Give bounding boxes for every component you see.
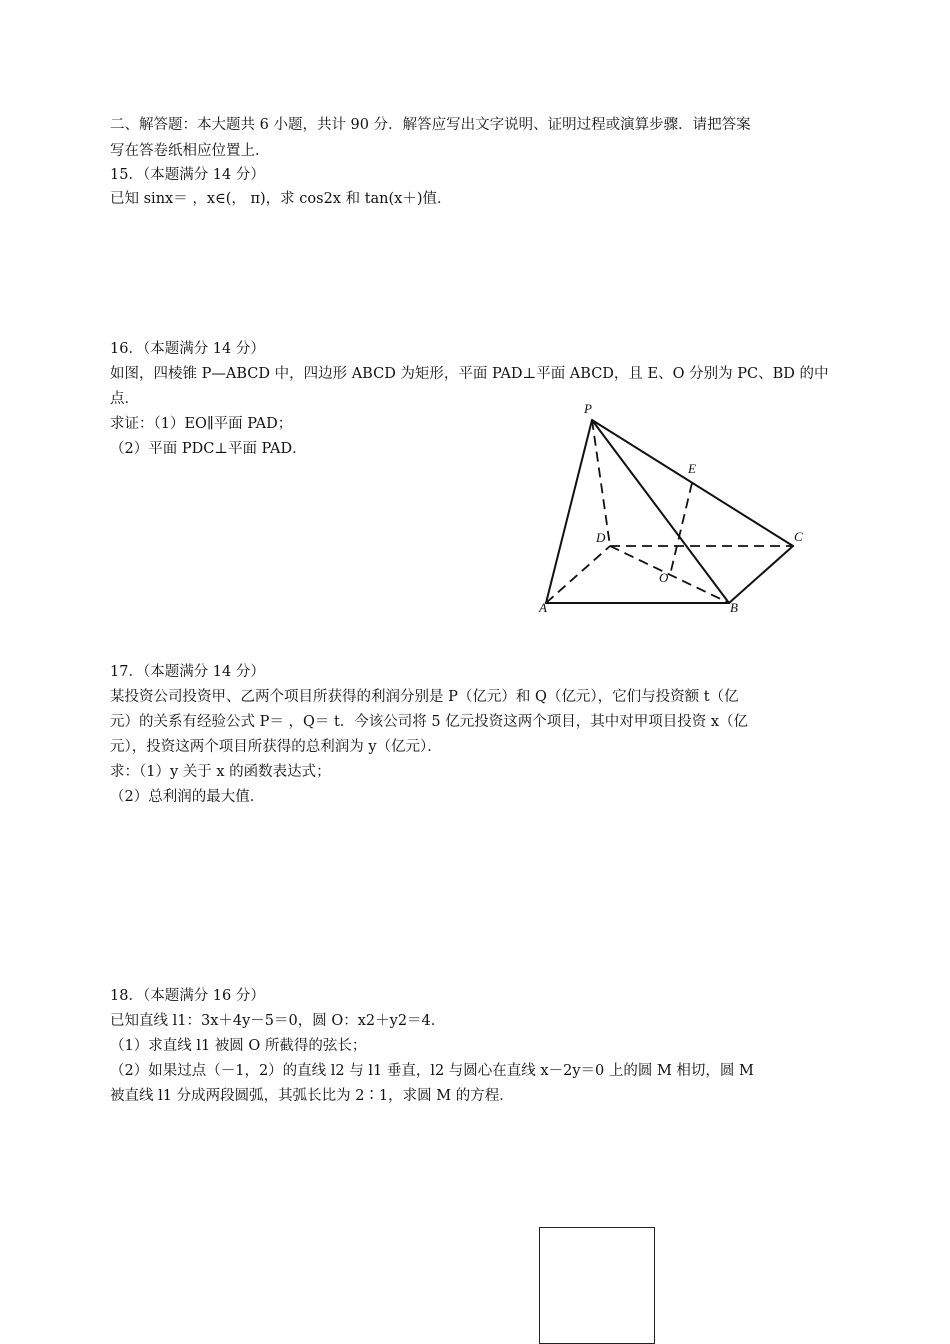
section-header-line2: 写在答卷纸相应位置上．	[110, 143, 270, 159]
q18-line1: 已知直线 l1：3x＋4y－5＝0，圆 O：x2＋y2＝4．	[110, 1013, 446, 1029]
label-e: E	[688, 461, 696, 476]
q16-prove1: 求证：（1）EO∥平面 PAD；	[110, 416, 293, 432]
label-c: C	[794, 529, 803, 544]
q16-prove2: （2）平面 PDC⊥平面 PAD．	[110, 441, 307, 457]
q15-title: 15．（本题满分 14 分）	[110, 167, 265, 183]
q17-ask1: 求：（1）y 关于 x 的函数表达式；	[110, 764, 331, 780]
pyramid-figure	[520, 395, 820, 625]
label-a: A	[539, 600, 547, 615]
label-b: B	[730, 600, 738, 615]
q17-line1: 某投资公司投资甲、乙两个项目所获得的利润分别是 P（亿元）和 Q（亿元），它们与投资额 t（亿	[110, 689, 739, 705]
q16-line2: 点．	[110, 391, 139, 407]
empty-figure-box	[539, 1227, 655, 1344]
label-d: D	[596, 530, 606, 545]
edge-pa	[546, 420, 592, 603]
q18-title: 18．（本题满分 16 分）	[110, 988, 265, 1004]
edge-pc	[592, 420, 793, 546]
hidden-edge-db	[610, 546, 729, 603]
q16-title: 16．（本题满分 14 分）	[110, 341, 265, 357]
q16-line1: 如图，四棱锥 P—ABCD 中，四边形 ABCD 为矩形，平面 PAD⊥平面 ABCD，且 E、O 分别为 PC、BD 的中	[110, 366, 829, 382]
edge-bc	[729, 546, 793, 603]
section-header-line1: 二、解答题：本大题共 6 小题，共计 90 分．解答应写出文字说明、证明过程或演算步骤．请把答案	[110, 117, 751, 133]
q17-title: 17．（本题满分 14 分）	[110, 664, 265, 680]
q18-line2: （1）求直线 l1 被圆 O 所截得的弦长；	[110, 1038, 367, 1054]
q18-line4: 被直线 l1 分成两段圆弧，其弧长比为 2∶1，求圆 M 的方程．	[110, 1088, 514, 1104]
hidden-edge-ad	[546, 546, 610, 603]
label-p: P	[584, 401, 592, 416]
q15-text: 已知 sinx＝ ，x∈(， π)，求 cos2x 和 tan(x＋)值．	[110, 191, 452, 207]
q17-ask2: （2）总利润的最大值．	[110, 789, 265, 805]
label-o: O	[659, 570, 669, 585]
q17-line2: 元）的关系有经验公式 P＝ ，Q＝ t．今该公司将 5 亿元投资这两个项目，其中对甲项目投资 x（亿	[110, 714, 749, 730]
q18-line3: （2）如果过点（－1，2）的直线 l2 与 l1 垂直，l2 与圆心在直线 x－2y＝0 上的圆 M 相切，圆 M	[110, 1063, 754, 1079]
q17-line3: 元），投资这两个项目所获得的总利润为 y（亿元）．	[110, 739, 442, 755]
